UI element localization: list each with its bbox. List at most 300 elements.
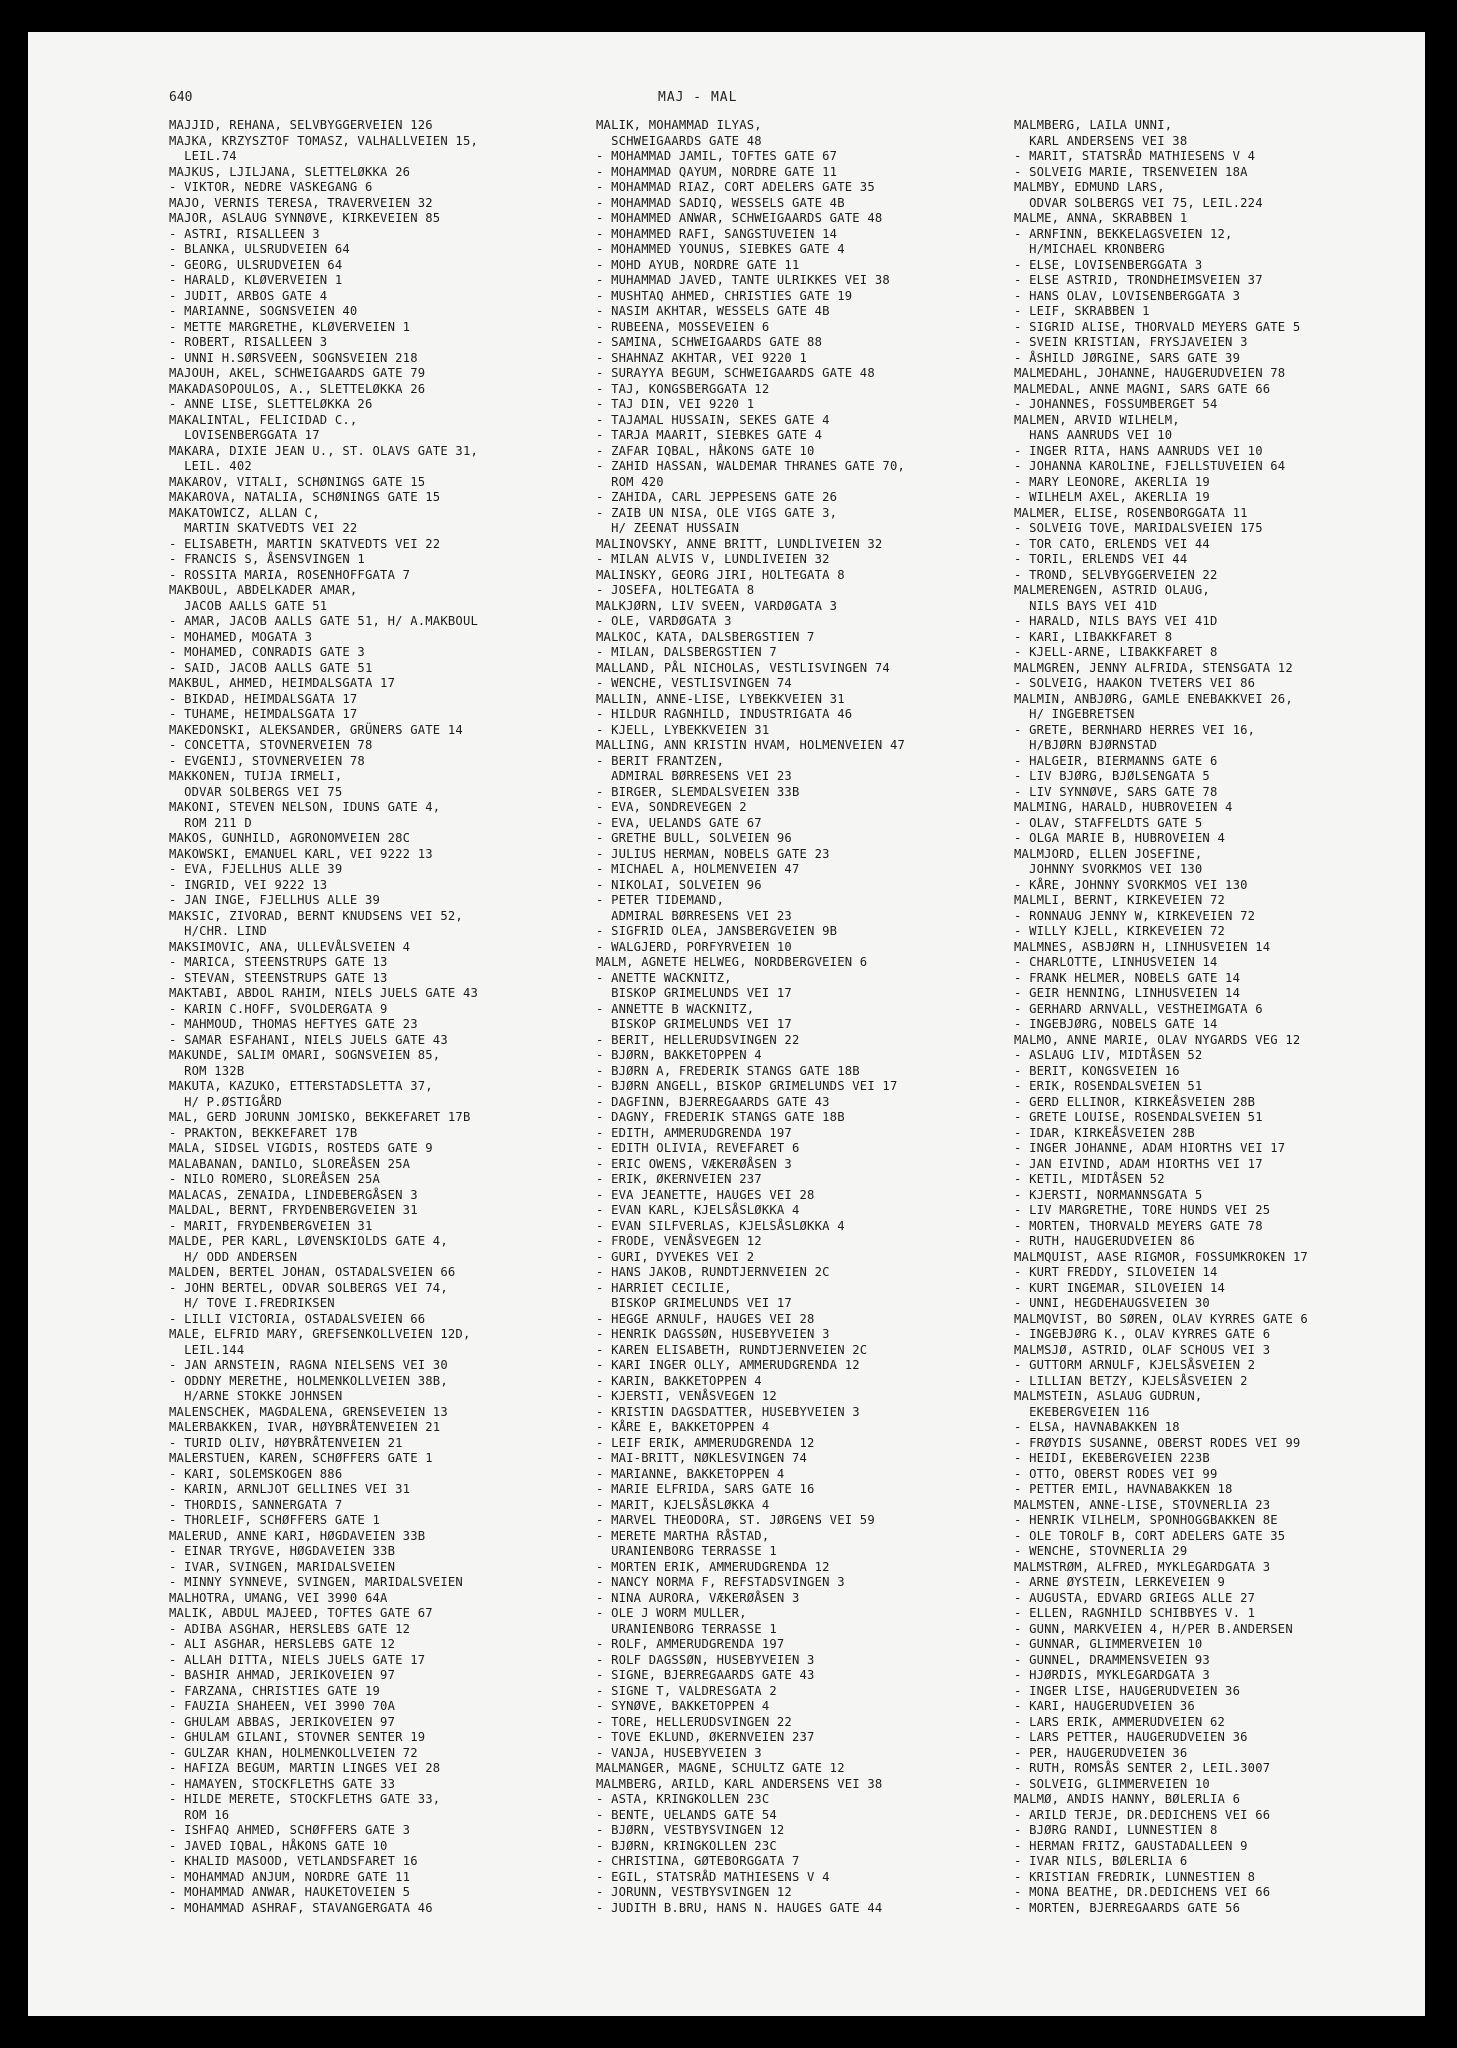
directory-entry: - EVA, UELANDS GATE 67 [596,815,762,830]
directory-entry: - LILLIAN BETZY, KJELSÅSVEIEN 2 [1014,1373,1248,1388]
directory-entry: - NASIM AKHTAR, WESSELS GATE 4B [596,304,830,318]
directory-entry: MALMSTEN, ANNE-LISE, STOVNERLIA 23 [1014,1497,1271,1512]
directory-entry: - AUGUSTA, EDVARD GRIEGS ALLE 27 [1014,1590,1256,1605]
directory-entry: - TORE, HELLERUDSVINGEN 22 [596,1714,792,1729]
directory-entry: MALERBAKKEN, IVAR, HØYBRÅTENVEIEN 21 [169,1420,441,1434]
directory-entry: - PRAKTON, BEKKEFARET 17B [169,1125,358,1140]
directory-entry: MAKBOUL, ABDELKADER AMAR, [169,583,358,597]
directory-entry: - GRETE LOUISE, ROSENDALSVEIEN 51 [1014,1110,1263,1124]
directory-entry: - MAHMOUD, THOMAS HEFTYES GATE 23 [169,1017,418,1031]
directory-entry: MALMANGER, MAGNE, SCHULTZ GATE 12 [596,1761,845,1775]
directory-entry: - PETTER EMIL, HAVNABAKKEN 18 [1014,1482,1233,1496]
directory-entry: - JOHN BERTEL, ODVAR SOLBERGS VEI 74, [169,1280,448,1295]
directory-entry: - MOHAMMED ANWAR, SCHWEIGAARDS GATE 48 [596,211,883,225]
directory-entry: - SYNØVE, BAKKETOPPEN 4 [596,1699,770,1713]
directory-entry: - KARI, LIBAKKFARET 8 [1014,629,1173,644]
directory-entry: MALLIN, ANNE-LISE, LYBEKKVEIEN 31 [596,691,845,706]
directory-entry: - JULIUS HERMAN, NOBELS GATE 23 [596,846,830,861]
directory-entry: ROM 211 D [169,815,252,830]
directory-entry: - SIGFRID OLEA, JANSBERGVEIEN 9B [596,924,838,938]
directory-entry: - IVAR NILS, BØLERLIA 6 [1014,1854,1188,1868]
directory-entry: - TAJAMAL HUSSAIN, SEKES GATE 4 [596,412,830,427]
directory-entry: - HEIDI, EKEBERGVEIEN 223B [1014,1451,1210,1465]
directory-entry: - MOHAMMED RAFI, SANGSTUVEIEN 14 [596,226,838,241]
directory-entry: - MORTEN, THORVALD MEYERS GATE 78 [1014,1218,1263,1233]
directory-entry: MALMSTRØM, ALFRED, MYKLEGARDGATA 3 [1014,1559,1271,1574]
directory-entry: - JOHANNES, FOSSUMBERGET 54 [1014,397,1218,411]
directory-entry: - ANETTE WACKNITZ, [596,970,732,985]
directory-entry: - ARILD TERJE, DR.DEDICHENS VEI 66 [1014,1807,1271,1822]
directory-entry: - ERIK, ØKERNVEIEN 237 [596,1172,762,1186]
directory-entry: - JUDITH B.BRU, HANS N. HAUGES GATE 44 [596,1900,883,1915]
directory-entry: - MILAN ALVIS V, LUNDLIVEIEN 32 [596,552,830,566]
directory-entry: - MUSHTAQ AHMED, CHRISTIES GATE 19 [596,288,853,303]
directory-entry: ROM 132B [169,1063,245,1078]
directory-entry: - ARNFINN, BEKKELAGSVEIEN 12, [1014,226,1233,241]
directory-entry: - DAGNY, FREDERIK STANGS GATE 18B [596,1110,845,1124]
directory-entry: MALIK, ABDUL MAJEED, TOFTES GATE 67 [169,1606,433,1620]
directory-entry: MALME, ANNA, SKRABBEN 1 [1014,211,1188,225]
directory-entry: MALMEDAHL, JOHANNE, HAUGERUDVEIEN 78 [1014,366,1286,380]
directory-entry: MAJOUH, AKEL, SCHWEIGAARDS GATE 79 [169,366,426,380]
directory-entry: - HAFIZA BEGUM, MARTIN LINGES VEI 28 [169,1761,441,1775]
directory-entry: - KARI, SOLEMSKOGEN 886 [169,1466,343,1481]
directory-entry: ADMIRAL BØRRESENS VEI 23 [596,908,792,923]
directory-entry: - SHAHNAZ AKHTAR, VEI 9220 1 [596,350,808,365]
directory-entry: MALMER, ELISE, ROSENBORGGATA 11 [1014,505,1248,520]
directory-entry: MAKATOWICZ, ALLAN C, [169,505,320,520]
directory-entry: - GURI, DYVEKES VEI 2 [596,1249,755,1264]
directory-entry: - MARIT, STATSRÅD MATHIESENS V 4 [1014,149,1256,163]
directory-entry: - HENRIK VILHELM, SPONHOGGBAKKEN 8E [1014,1513,1278,1527]
directory-entry: - SVEIN KRISTIAN, FRYSJAVEIEN 3 [1014,335,1248,349]
directory-entry: H/BJØRN BJØRNSTAD [1014,738,1158,752]
directory-entry: - WENCHE, VESTLISVINGEN 74 [596,676,792,690]
directory-entry: MAKADASOPOULOS, A., SLETTELØKKA 26 [169,381,426,396]
directory-entry: - ZAFAR IQBAL, HÅKONS GATE 10 [596,443,815,458]
directory-entry: - KARIN, ARNLJOT GELLINES VEI 31 [169,1482,411,1496]
directory-entry: - GHULAM GILANI, STOVNER SENTER 19 [169,1730,426,1744]
directory-entry: - THORDIS, SANNERGATA 7 [169,1497,343,1512]
directory-entry: MALMIN, ANBJØRG, GAMLE ENEBAKKVEI 26, [1014,691,1293,706]
directory-entry: - PETER TIDEMAND, [596,893,725,907]
directory-entry: - RONNAUG JENNY W, KIRKEVEIEN 72 [1014,908,1256,923]
directory-entry: - BIRGER, SLEMDALSVEIEN 33B [596,784,800,799]
directory-entry: - BJØRN, BAKKETOPPEN 4 [596,1048,762,1062]
directory-entry: - MOHAMMAD ANJUM, NORDRE GATE 11 [169,1869,411,1884]
directory-entry: MALMERENGEN, ASTRID OLAUG, [1014,583,1210,597]
directory-entry: - ZAHID HASSAN, WALDEMAR THRANES GATE 70, [596,459,906,473]
directory-entry: JACOB AALLS GATE 51 [169,598,328,613]
directory-entry: - INGER RITA, HANS AANRUDS VEI 10 [1014,443,1263,458]
directory-entry: MALHOTRA, UMANG, VEI 3990 64A [169,1590,388,1605]
directory-entry: ADMIRAL BØRRESENS VEI 23 [596,769,792,783]
directory-entry: MAKBUL, AHMED, HEIMDALSGATA 17 [169,676,396,690]
directory-entry: MALMLI, BERNT, KIRKEVEIEN 72 [1014,893,1226,907]
directory-entry: - TAJ, KONGSBERGGATA 12 [596,381,770,396]
directory-entry: MARTIN SKATVEDTS VEI 22 [169,521,358,535]
directory-entry: HANS AANRUDS VEI 10 [1014,428,1173,442]
directory-entry: - LIV SYNNØVE, SARS GATE 78 [1014,784,1218,799]
directory-entry: - EVA JEANETTE, HAUGES VEI 28 [596,1187,815,1202]
directory-entry: - EVA, SONDREVEGEN 2 [596,800,747,814]
directory-entry: - LARS PETTER, HAUGERUDVEIEN 36 [1014,1730,1248,1744]
directory-entry: - TOR CATO, ERLENDS VEI 44 [1014,536,1210,551]
directory-entry: MALINOVSKY, ANNE BRITT, LUNDLIVEIEN 32 [596,536,883,551]
directory-entry: MAKAROV, VITALI, SCHØNINGS GATE 15 [169,474,426,489]
directory-entry: - ZAHIDA, CARL JEPPESENS GATE 26 [596,490,838,504]
directory-entry: - LEIF ERIK, AMMERUDGRENDA 12 [596,1435,815,1450]
directory-entry: MAL, GERD JORUNN JOMISKO, BEKKEFARET 17B [169,1110,471,1124]
directory-entry: MALMING, HARALD, HUBROVEIEN 4 [1014,800,1233,814]
directory-entry: - MARIANNE, SOGNSVEIEN 40 [169,304,358,318]
directory-entry: - TORIL, ERLENDS VEI 44 [1014,552,1188,566]
directory-entry: URANIENBORG TERRASSE 1 [596,1621,777,1636]
directory-entry: - GUNN, MARKVEIEN 4, H/PER B.ANDERSEN [1014,1621,1293,1636]
directory-entry: - KHALID MASOOD, VETLANDSFARET 16 [169,1854,418,1868]
directory-entry: - BJØRG RANDI, LUNNESTIEN 8 [1014,1823,1218,1837]
directory-entry: MAKSIC, ZIVORAD, BERNT KNUDSENS VEI 52, [169,908,463,923]
directory-entry: - GUNNEL, DRAMMENSVEIEN 93 [1014,1652,1210,1667]
directory-entry: - ELSE ASTRID, TRONDHEIMSVEIEN 37 [1014,273,1263,287]
directory-entry: MALMØ, ANDIS HANNY, BØLERLIA 6 [1014,1792,1241,1806]
directory-entry: - HAMAYEN, STOCKFLETHS GATE 33 [169,1776,396,1791]
directory-entry: MALMSTEIN, ASLAUG GUDRUN, [1014,1389,1203,1403]
directory-entry: - LEIF, SKRABBEN 1 [1014,304,1150,318]
directory-entry: MAKUTA, KAZUKO, ETTERSTADSLETTA 37, [169,1079,433,1093]
directory-entry: - BERIT, HELLERUDSVINGEN 22 [596,1032,800,1047]
directory-entry: - WENCHE, STOVNERLIA 29 [1014,1544,1188,1558]
directory-entry: - TUHAME, HEIMDALSGATA 17 [169,707,358,721]
directory-entry: MALDAL, BERNT, FRYDENBERGVEIEN 31 [169,1203,418,1217]
directory-entry: - JOSEFA, HOLTEGATA 8 [596,583,755,597]
directory-entry: - HILDE MERETE, STOCKFLETHS GATE 33, [169,1792,441,1806]
directory-entry: - ELSA, HAVNABAKKEN 18 [1014,1420,1180,1434]
directory-entry: - NANCY NORMA F, REFSTADSVINGEN 3 [596,1575,845,1589]
directory-entry: MAJKA, KRZYSZTOF TOMASZ, VALHALLVEIEN 15, [169,133,479,148]
directory-entry: - BLANKA, ULSRUDVEIEN 64 [169,242,350,256]
directory-entry: - INGEBJØRG K., OLAV KYRRES GATE 6 [1014,1327,1271,1341]
directory-entry: - ROLF, AMMERUDGRENDA 197 [596,1637,785,1651]
directory-entry: - KJELL-ARNE, LIBAKKFARET 8 [1014,645,1218,659]
directory-entry: - KURT INGEMAR, SILOVEIEN 14 [1014,1280,1226,1295]
directory-entry: - KJELL, LYBEKKVEIEN 31 [596,722,770,737]
directory-entry: - JAVED IQBAL, HÅKONS GATE 10 [169,1838,388,1853]
directory-entry: - TAJ DIN, VEI 9220 1 [596,397,755,411]
directory-entry: MALMJORD, ELLEN JOSEFINE, [1014,846,1203,861]
directory-entry: - MARIT, FRYDENBERGVEIEN 31 [169,1218,373,1233]
directory-entry: - EDITH OLIVIA, REVEFARET 6 [596,1141,800,1155]
directory-entry: - MERETE MARTHA RÅSTAD, [596,1528,770,1543]
directory-entry: MAKARA, DIXIE JEAN U., ST. OLAVS GATE 31, [169,443,479,458]
directory-entry: MALINSKY, GEORG JIRI, HOLTEGATA 8 [596,567,845,582]
directory-entry: - ODDNY MERETHE, HOLMENKOLLVEIEN 38B, [169,1373,448,1388]
directory-entry: - MOHAMMAD ASHRAF, STAVANGERGATA 46 [169,1900,433,1915]
directory-entry: - HARALD, KLØVERVEIEN 1 [169,273,343,287]
directory-entry: - SURAYYA BEGUM, SCHWEIGAARDS GATE 48 [596,366,875,380]
directory-entry: - SAMAR ESFAHANI, NIELS JUELS GATE 43 [169,1032,448,1047]
directory-entry: BISKOP GRIMELUNDS VEI 17 [596,986,792,1000]
directory-entry: - HANS JAKOB, RUNDTJERNVEIEN 2C [596,1265,830,1279]
directory-entry: - SAID, JACOB AALLS GATE 51 [169,660,373,675]
directory-entry: MALERUD, ANNE KARI, HØGDAVEIEN 33B [169,1528,426,1543]
directory-entry: - INGER LISE, HAUGERUDVEIEN 36 [1014,1683,1241,1698]
directory-entry: - EVA, FJELLHUS ALLE 39 [169,862,343,876]
directory-entry: MAKSIMOVIC, ANA, ULLEVÅLSVEIEN 4 [169,939,411,954]
directory-entry: MAKAROVA, NATALIA, SCHØNINGS GATE 15 [169,490,441,504]
directory-entry: - MOHAMED, MOGATA 3 [169,629,313,644]
directory-entry: MAKALINTAL, FELICIDAD C., [169,412,358,427]
directory-entry: - BJØRN ANGELL, BISKOP GRIMELUNDS VEI 17 [596,1079,898,1093]
directory-entry: ROM 16 [169,1807,230,1822]
directory-entry: - EGIL, STATSRÅD MATHIESENS V 4 [596,1869,830,1884]
directory-entry: - CHARLOTTE, LINHUSVEIEN 14 [1014,955,1218,969]
directory-entry: - RUTH, ROMSÅS SENTER 2, LEIL.3007 [1014,1761,1271,1775]
directory-entry: - OLAV, STAFFELDTS GATE 5 [1014,815,1203,830]
directory-entry: - OLGA MARIE B, HUBROVEIEN 4 [1014,831,1226,845]
directory-entry: MALABANAN, DANILO, SLOREÅSEN 25A [169,1156,411,1171]
directory-entry: - KJERSTI, NORMANNSGATA 5 [1014,1187,1203,1202]
directory-entry: MALMBY, EDMUND LARS, [1014,180,1165,194]
directory-entry: - OLE, VARDØGATA 3 [596,614,732,628]
directory-entry: - ROLF DAGSSØN, HUSEBYVEIEN 3 [596,1652,815,1667]
directory-entry: - HARRIET CECILIE, [596,1280,732,1295]
directory-entry: BISKOP GRIMELUNDS VEI 17 [596,1296,792,1310]
directory-entry: - JUDIT, ARBOS GATE 4 [169,288,328,303]
directory-entry: MALMQUIST, AASE RIGMOR, FOSSUMKROKEN 17 [1014,1249,1308,1264]
directory-entry: - MOHAMMED YOUNUS, SIEBKES GATE 4 [596,242,845,256]
directory-entry: - JOHANNA KAROLINE, FJELLSTUVEIEN 64 [1014,459,1286,473]
directory-entry: - ALLAH DITTA, NIELS JUELS GATE 17 [169,1652,426,1667]
directory-entry: - KARIN, BAKKETOPPEN 4 [596,1373,762,1388]
directory-entry: MALKJØRN, LIV SVEEN, VARDØGATA 3 [596,598,838,613]
directory-entry: MAJJID, REHANA, SELVBYGGERVEIEN 126 [169,118,433,132]
directory-entry: - HERMAN FRITZ, GAUSTADALLEEN 9 [1014,1838,1248,1853]
directory-entry: - BENTE, UELANDS GATE 54 [596,1807,777,1822]
directory-entry: - GUNNAR, GLIMMERVEIEN 10 [1014,1637,1203,1651]
directory-entry: - FRODE, VENÅSVEGEN 12 [596,1234,762,1248]
directory-entry: MALMEN, ARVID WILHELM, [1014,412,1180,427]
directory-entry: - SOLVEIG MARIE, TRSENVEIEN 18A [1014,164,1248,179]
directory-entry: - EVGENIJ, STOVNERVEIEN 78 [169,753,365,768]
directory-entry: - WILHELM AXEL, AKERLIA 19 [1014,490,1210,504]
directory-entry: - SIGNE T, VALDRESGATA 2 [596,1683,777,1698]
directory-entry: KARL ANDERSENS VEI 38 [1014,133,1188,148]
directory-entry: - FRØYDIS SUSANNE, OBERST RODES VEI 99 [1014,1435,1301,1450]
directory-entry: - WILLY KJELL, KIRKEVEIEN 72 [1014,924,1226,938]
directory-entry: - MARIE ELFRIDA, SARS GATE 16 [596,1482,815,1496]
directory-entry: MALENSCHEK, MAGDALENA, GRENSEVEIEN 13 [169,1404,448,1419]
directory-entry: - GULZAR KHAN, HOLMENKOLLVEIEN 72 [169,1745,418,1760]
directory-entry: LEIL.144 [169,1342,245,1357]
directory-entry: URANIENBORG TERRASSE 1 [596,1544,777,1558]
directory-entry: - MOHD AYUB, NORDRE GATE 11 [596,257,800,272]
directory-entry: - METTE MARGRETHE, KLØVERVEIEN 1 [169,319,411,334]
directory-entry: H/ P.ØSTIGÅRD [169,1094,283,1109]
directory-entry: - IDAR, KIRKEÅSVEIEN 28B [1014,1125,1195,1140]
directory-entry: H/CHR. LIND [169,924,267,938]
directory-entry: - GEORG, ULSRUDVEIEN 64 [169,257,343,272]
directory-entry: - LIV BJØRG, BJØLSENGATA 5 [1014,769,1210,783]
directory-entry: - ERIC OWENS, VÆKERØÅSEN 3 [596,1156,792,1171]
directory-entry: - GHULAM ABBAS, JERIKOVEIEN 97 [169,1714,396,1729]
directory-entry: - HANS OLAV, LOVISENBERGGATA 3 [1014,288,1241,303]
directory-entry: MALKOC, KATA, DALSBERGSTIEN 7 [596,629,815,644]
directory-entry: - KAREN ELISABETH, RUNDTJERNVEIEN 2C [596,1342,868,1357]
directory-entry: - UNNI, HEGDEHAUGSVEIEN 30 [1014,1296,1210,1310]
directory-entry: MAKONI, STEVEN NELSON, IDUNS GATE 4, [169,800,441,814]
directory-entry: - MORTEN ERIK, AMMERUDGRENDA 12 [596,1559,830,1574]
directory-entry: H/ INGEBRETSEN [1014,707,1135,721]
directory-column-3 [1014,118,1425,1916]
directory-entry: MALIK, MOHAMMAD ILYAS, [596,118,762,132]
directory-entry: - ASTRI, RISALLEEN 3 [169,226,320,241]
directory-entry: - ALI ASGHAR, HERSLEBS GATE 12 [169,1637,396,1651]
page-number: 640 [169,90,193,105]
directory-entry: MALLAND, PÅL NICHOLAS, VESTLISVINGEN 74 [596,660,890,675]
directory-entry: - ÅSHILD JØRGINE, SARS GATE 39 [1014,350,1241,365]
directory-entry: MALLING, ANN KRISTIN HVAM, HOLMENVEIEN 47 [596,738,906,752]
directory-entry: - KÅRE, JOHNNY SVORKMOS VEI 130 [1014,877,1248,892]
directory-entry: - MAI-BRITT, NØKLESVINGEN 74 [596,1451,808,1465]
directory-entry: - TURID OLIV, HØYBRÅTENVEIEN 21 [169,1435,403,1450]
directory-entry: - MOHAMMAD SADIQ, WESSELS GATE 4B [596,195,845,210]
directory-entry: - BJØRN, KRINGKOLLEN 23C [596,1838,777,1853]
directory-entry: - TROND, SELVBYGGERVEIEN 22 [1014,567,1218,582]
directory-entry: BISKOP GRIMELUNDS VEI 17 [596,1017,792,1031]
directory-entry: MALE, ELFRID MARY, GREFSENKOLLVEIEN 12D, [169,1327,471,1341]
directory-entry: - KARIN C.HOFF, SVOLDERGATA 9 [169,1001,388,1016]
directory-entry: - JAN EIVIND, ADAM HIORTHS VEI 17 [1014,1156,1263,1171]
directory-entry: - BERIT, KONGSVEIEN 16 [1014,1063,1180,1078]
directory-entry: - TARJA MAARIT, SIEBKES GATE 4 [596,428,823,442]
directory-entry: - BJØRN A, FREDERIK STANGS GATE 18B [596,1063,860,1078]
directory-entry: - GRETE, BERNHARD HERRES VEI 16, [1014,722,1256,737]
directory-entry: - TOVE EKLUND, ØKERNVEIEN 237 [596,1730,815,1744]
directory-entry: - MARIT, KJELSÅSLØKKA 4 [596,1497,770,1512]
directory-entry: - RUTH, HAUGERUDVEIEN 86 [1014,1234,1195,1248]
directory-entry: - LILLI VICTORIA, OSTADALSVEIEN 66 [169,1311,426,1326]
directory-entry: - THORLEIF, SCHØFFERS GATE 1 [169,1513,381,1527]
directory-entry: - GUTTORM ARNULF, KJELSÅSVEIEN 2 [1014,1358,1256,1372]
directory-entry: - HEGGE ARNULF, HAUGES VEI 28 [596,1311,815,1326]
directory-entry: - VIKTOR, NEDRE VASKEGANG 6 [169,180,373,194]
directory-entry: - MOHAMMAD ANWAR, HAUKETOVEIEN 5 [169,1885,411,1899]
directory-entry: - IVAR, SVINGEN, MARIDALSVEIEN [169,1559,396,1574]
directory-entry: - GERD ELLINOR, KIRKEÅSVEIEN 28B [1014,1094,1256,1109]
directory-entry: - OLE TOROLF B, CORT ADELERS GATE 35 [1014,1528,1286,1543]
directory-entry: - NINA AURORA, VÆKERØÅSEN 3 [596,1590,800,1605]
directory-entry: LEIL.74 [169,149,237,163]
directory-entry: - KURT FREDDY, SILOVEIEN 14 [1014,1265,1218,1279]
directory-entry: - KÅRE E, BAKKETOPPEN 4 [596,1420,770,1434]
directory-entry: - CHRISTINA, GØTEBORGGATA 7 [596,1854,800,1868]
directory-entry: MALDEN, BERTEL JOHAN, OSTADALSVEIEN 66 [169,1265,456,1279]
directory-entry: - ADIBA ASGHAR, HERSLEBS GATE 12 [169,1621,411,1636]
directory-entry: - MONA BEATHE, DR.DEDICHENS VEI 66 [1014,1885,1271,1899]
directory-entry: - ELLEN, RAGNHILD SCHIBBYES V. 1 [1014,1606,1256,1620]
directory-entry: MALM, AGNETE HELWEG, NORDBERGVEIEN 6 [596,955,868,969]
directory-entry: - BJØRN, VESTBYSVINGEN 12 [596,1823,785,1837]
directory-entry: - FARZANA, CHRISTIES GATE 19 [169,1683,381,1698]
directory-entry: - ARNE ØYSTEIN, LERKEVEIEN 9 [1014,1575,1226,1589]
directory-entry: - WALGJERD, PORFYRVEIEN 10 [596,939,792,954]
directory-entry: - ZAIB UN NISA, OLE VIGS GATE 3, [596,505,838,520]
directory-entry: - HENRIK DAGSSØN, HUSEBYVEIEN 3 [596,1327,830,1341]
directory-entry: MALDE, PER KARL, LØVENSKIOLDS GATE 4, [169,1234,448,1248]
directory-entry: MALACAS, ZENAIDA, LINDEBERGÅSEN 3 [169,1187,418,1202]
directory-entry: - GERHARD ARNVALL, VESTHEIMGATA 6 [1014,1001,1263,1016]
directory-entry: MALMO, ANNE MARIE, OLAV NYGARDS VEG 12 [1014,1032,1301,1047]
directory-entry: LOVISENBERGGATA 17 [169,428,320,442]
directory-entry: - INGRID, VEI 9222 13 [169,877,328,892]
directory-entry: - OLE J WORM MULLER, [596,1606,747,1620]
directory-entry: - ISHFAQ AHMED, SCHØFFERS GATE 3 [169,1823,411,1837]
directory-entry: - MARICA, STEENSTRUPS GATE 13 [169,955,388,969]
directory-entry: - FRANK HELMER, NOBELS GATE 14 [1014,970,1241,985]
directory-entry: - DAGFINN, BJERREGAARDS GATE 43 [596,1094,830,1109]
directory-entry: - ELISABETH, MARTIN SKATVEDTS VEI 22 [169,536,441,551]
directory-entry: - HILDUR RAGNHILD, INDUSTRIGATA 46 [596,707,853,721]
directory-column-2 [596,118,1016,1916]
directory-entry: - INGER JOHANNE, ADAM HIORTHS VEI 17 [1014,1141,1286,1155]
directory-entry: - KJERSTI, VENÅSVEGEN 12 [596,1389,777,1403]
directory-entry: MAKUNDE, SALIM OMARI, SOGNSVEIEN 85, [169,1048,441,1062]
directory-entry: - MARY LEONORE, AKERLIA 19 [1014,474,1210,489]
directory-entry: - KARI INGER OLLY, AMMERUDGRENDA 12 [596,1358,860,1372]
directory-entry: - HJØRDIS, MYKLEGARDGATA 3 [1014,1668,1210,1682]
directory-entry: - LARS ERIK, AMMERUDVEIEN 62 [1014,1714,1226,1729]
directory-entry: - VANJA, HUSEBYVEIEN 3 [596,1745,762,1760]
directory-entry: - MUHAMMAD JAVED, TANTE ULRIKKES VEI 38 [596,273,890,287]
directory-entry: - ASLAUG LIV, MIDTÅSEN 52 [1014,1048,1203,1062]
directory-entry: - JAN INGE, FJELLHUS ALLE 39 [169,893,381,907]
directory-entry: H/ ZEENAT HUSSAIN [596,521,740,535]
directory-entry: MAJO, VERNIS TERESA, TRAVERVEIEN 32 [169,195,433,210]
directory-entry: - EDITH, AMMERUDGRENDA 197 [596,1125,792,1140]
directory-entry: MALMBERG, LAILA UNNI, [1014,118,1173,132]
directory-entry: MAJOR, ASLAUG SYNNØVE, KIRKEVEIEN 85 [169,211,441,225]
directory-entry: MALMEDAL, ANNE MAGNI, SARS GATE 66 [1014,381,1271,396]
directory-entry: - OTTO, OBERST RODES VEI 99 [1014,1466,1218,1481]
directory-entry: JOHNNY SVORKMOS VEI 130 [1014,862,1203,876]
directory-entry: MAKKONEN, TUIJA IRMELI, [169,769,343,783]
directory-entry: H/MICHAEL KRONBERG [1014,242,1165,256]
directory-entry: - BERIT FRANTZEN, [596,753,725,768]
directory-entry: - GRETHE BULL, SOLVEIEN 96 [596,831,792,845]
directory-entry: - FRANCIS S, ÅSENSVINGEN 1 [169,552,365,566]
directory-entry: MALMQVIST, BO SØREN, OLAV KYRRES GATE 6 [1014,1311,1308,1326]
directory-entry: MALA, SIDSEL VIGDIS, ROSTEDS GATE 9 [169,1141,433,1155]
directory-entry: - PER, HAUGERUDVEIEN 36 [1014,1745,1188,1760]
directory-entry: - MARIANNE, BAKKETOPPEN 4 [596,1466,785,1481]
directory-page [28,32,1425,2016]
running-head: MAJ - MAL [658,90,738,105]
directory-entry: - SIGRID ALISE, THORVALD MEYERS GATE 5 [1014,319,1301,334]
directory-entry: - EVAN SILFVERLAS, KJELSÅSLØKKA 4 [596,1218,845,1233]
directory-entry: - ANNE LISE, SLETTELØKKA 26 [169,397,373,411]
directory-entry: - ASTA, KRINGKOLLEN 23C [596,1792,770,1806]
directory-entry: - MOHAMMAD RIAZ, CORT ADELERS GATE 35 [596,180,875,194]
directory-entry: MAKTABI, ABDOL RAHIM, NIELS JUELS GATE 43 [169,986,479,1000]
directory-entry: - MICHAEL A, HOLMENVEIEN 47 [596,862,800,876]
directory-entry: - EINAR TRYGVE, HØGDAVEIEN 33B [169,1544,396,1558]
directory-entry: - FAUZIA SHAHEEN, VEI 3990 70A [169,1699,396,1713]
directory-entry: - NILO ROMERO, SLOREÅSEN 25A [169,1172,381,1186]
directory-entry: - AMAR, JACOB AALLS GATE 51, H/ A.MAKBOUL [169,614,479,628]
directory-entry: LEIL. 402 [169,459,252,473]
directory-entry: - ANNETTE B WACKNITZ, [596,1001,755,1016]
